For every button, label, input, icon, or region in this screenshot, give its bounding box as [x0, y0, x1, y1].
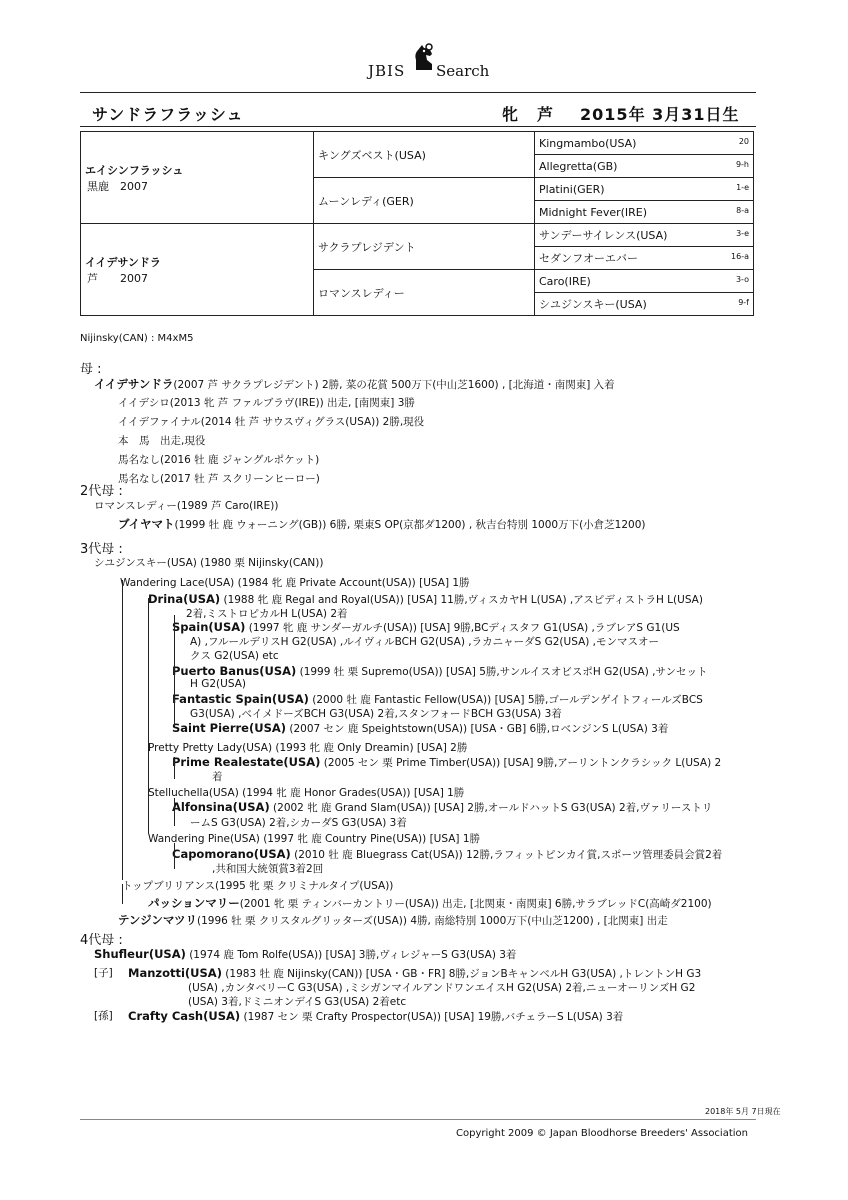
horse-detail: (1996 牡 栗 クリスタルグリッターズ(USA)) 4勝, 南総特別 1000万下(中山芝1200) , [北関東] 出走 [197, 915, 668, 927]
family-line [172, 620, 680, 635]
horse-detail: 2着,ミストロピカルH L(USA) 2着 [186, 608, 348, 620]
pedigree-g3-5: サンデーサイレンス(USA) 3-e [535, 224, 754, 247]
horse-name-bold: Capomorano(USA) [172, 847, 291, 861]
tag-child: [子] [94, 967, 113, 979]
inbreeding-note: Nijinsky(CAN) : M4xM5 [80, 333, 194, 344]
horse-detail: 本 馬 出走,現役 [118, 435, 206, 447]
horse-name-bold: Prime Realestate(USA) [172, 755, 321, 769]
pedigree-g3-6: セダンフオーエバー 16-a [535, 247, 754, 270]
horse-detail: (1997 牝 鹿 サンダーガルチ(USA)) [USA] 9勝,BCディスタフ G1(USA) ,ラブレアS G1(US [245, 622, 680, 634]
horse-detail: (1999 牡 鹿 ウォーニング(GB)) 6勝, 栗東S OP(京都ダ1200) , 秋吉台特別 1000万下(小倉芝1200) [174, 519, 646, 531]
pedigree-g2-2: ムーンレディ(GER) [314, 178, 535, 224]
family-line [186, 606, 348, 621]
family-line [148, 831, 480, 846]
tree-line-6 [122, 580, 123, 880]
copyright: Copyright 2009 © Japan Bloodhorse Breeders' Association [456, 1128, 748, 1139]
horse-detail: イイデファイナル(2014 牡 芦 サウスヴィグラス(USA)) 2勝,現役 [118, 416, 425, 428]
horse-name-bold: Crafty Cash(USA) [128, 1009, 241, 1023]
horse-detail: 馬名なし(2016 牡 鹿 ジャングルポケット) [118, 454, 320, 466]
family-line [148, 592, 703, 607]
family-line [128, 966, 701, 981]
horse-detail: (USA) 3着,ドミニオンデイS G3(USA) 2着etc [188, 996, 407, 1008]
pedigree-g3-8: シユジンスキー(USA) 9-f [535, 293, 754, 316]
horse-name-bold: Saint Pierre(USA) [172, 721, 287, 735]
family-line [190, 815, 407, 830]
horse-detail: (2007 芦 サクラプレジデント) 2勝, 菜の花賞 500万下(中山芝1600) , [北海道・南関東] 入着 [173, 379, 615, 391]
horse-detail: (2000 牡 鹿 Fantastic Fellow(USA)) [USA] 5勝,ゴールデンゲイトフィールズBCS [308, 694, 703, 706]
horse-name-bold: ブイヤマト [118, 517, 175, 531]
horse-name-bold: Drina(USA) [148, 592, 221, 606]
horse-info [502, 102, 758, 125]
family-line [118, 912, 668, 928]
horse-detail: 馬名なし(2017 牡 芦 スクリーンヒーロー) [118, 473, 320, 485]
pedigree-g3-7: Caro(IRE) 3-o [535, 270, 754, 293]
horse-detail: (USA) ,カンタベリーC G3(USA) ,ミシガンマイルアンドワンエイスH G2(USA) 2着,ニューオーリンズH G2 [188, 982, 696, 994]
horse-detail: (1974 鹿 Tom Rolfe(USA)) [USA] 3勝,ヴィレジャーS G3(USA) 3着 [185, 949, 517, 961]
logo-search-text: Search [436, 62, 490, 80]
horse-detail: Wandering Pine(USA) (1997 牝 鹿 Country Pine(USA)) [USA] 1勝 [148, 833, 481, 845]
horse-birth: 2015年 3月31日生 [580, 105, 740, 124]
family-line [172, 664, 707, 679]
section-dam: 母 : [80, 362, 102, 377]
horse-name: サンドラフラッシュ [92, 105, 244, 124]
jbis-search-logo [368, 48, 488, 84]
pedigree-g2-1: キングズベスト(USA) [314, 132, 535, 178]
pedigree-g3-2: Allegretta(GB) 9-h [535, 155, 754, 178]
horse-detail: (1988 牝 鹿 Regal and Royal(USA)) [USA] 11勝,ヴィスカヤH L(USA) ,アスピディストラH L(USA) [220, 594, 703, 606]
horse-detail: (1999 牡 栗 Supremo(USA)) [USA] 5勝,サンルイスオビスポH G2(USA) ,サンセット [296, 666, 708, 678]
horse-name-bold: Shufleur(USA) [94, 947, 186, 961]
family-line [148, 895, 712, 911]
horse-name-bold: Manzotti(USA) [128, 966, 222, 980]
horse-name-bold: Spain(USA) [172, 620, 246, 634]
horse-sex: 牝 [502, 105, 520, 124]
family-line [188, 980, 695, 995]
family-line [212, 861, 323, 876]
horse-detail: クス G2(USA) etc [190, 650, 279, 662]
horse-name-bold: テンジンマツリ [118, 913, 198, 927]
family-line [172, 755, 721, 770]
family-line [128, 1009, 623, 1024]
horse-name-bold: Alfonsina(USA) [172, 800, 270, 814]
horse-detail: (2001 牝 栗 ティンバーカントリー(USA)) 出走, [北関東・南関東] 6勝,サラブレッドC(高崎ダ2100) [239, 898, 712, 910]
footer-rule [80, 1119, 756, 1120]
tree-line-1 [148, 598, 149, 834]
family-line [118, 471, 320, 486]
section-4th-dam: 4代母 : [80, 933, 123, 948]
family-line [188, 994, 406, 1009]
family-line [172, 847, 722, 862]
logo-jbis-text: JBIS [368, 62, 406, 80]
tag-grandchild: [孫] [94, 1010, 113, 1022]
pedigree-g3-3: Platini(GER) 1-e [535, 178, 754, 201]
horse-detail: (1987 セン 栗 Crafty Prospector(USA)) [USA] 19勝,バチェラーS L(USA) 3着 [240, 1011, 624, 1023]
family-line [212, 769, 223, 784]
as-of-date: 2018年 5月 7日現在 [705, 1107, 781, 1116]
horse-detail: (2010 牡 鹿 Bluegrass Cat(USA)) 12勝,ラフィットピンカイ賞,スポーツ管理委員会賞2着 [290, 849, 723, 861]
horse-detail: Stelluchella(USA) (1994 牝 鹿 Honor Grades(USA)) [USA] 1勝 [148, 787, 465, 799]
pedigree-sire: エイシンフラッシュ 黒鹿 2007 [81, 132, 314, 224]
section-3rd-dam: 3代母 : [80, 542, 123, 557]
section-2nd-dam: 2代母 : [80, 484, 123, 499]
horse-detail: ロマンスレディー(1989 芦 Caro(IRE)) [94, 500, 279, 512]
family-line [172, 721, 668, 736]
horse-name-bold: Puerto Banus(USA) [172, 664, 297, 678]
pedigree-g2-3: サクラプレジデント [314, 224, 535, 270]
family-line [120, 575, 470, 590]
family-line [190, 706, 562, 721]
tree-line-2 [174, 615, 175, 727]
family-line [94, 498, 278, 513]
family-line [94, 947, 516, 962]
pedigree-g3-4: Midnight Fever(IRE) 8-a [535, 201, 754, 224]
horse-name-bold: Fantastic Spain(USA) [172, 692, 309, 706]
horse-detail: トップブリリアンス(1995 牝 栗 クリミナルタイプ(USA)) [122, 880, 394, 892]
family-line [118, 516, 646, 532]
family-line [148, 740, 467, 755]
horse-detail: ,共和国大統領賞3着2回 [212, 863, 324, 875]
horse-detail: (2002 牝 鹿 Grand Slam(USA)) [USA] 2勝,オールドハットS G3(USA) 2着,ヴァリーストリ [269, 802, 713, 814]
horse-detail: (2007 セン 鹿 Speightstown(USA)) [USA・GB] 6勝,ロベンジンS L(USA) 3着 [286, 723, 669, 735]
pedigree-g2-4: ロマンスレディー [314, 270, 535, 316]
horse-detail: A) ,フルールデリスH G2(USA) ,ルイヴィルBCH G2(USA) ,ラカニャーダS G2(USA) ,モンマスオー [190, 636, 660, 648]
horse-detail: H G2(USA) [190, 678, 246, 690]
horse-color: 芦 [537, 105, 555, 124]
horse-name-bold: パッションマリー [148, 896, 240, 910]
pedigree-g3-1: Kingmambo(USA) 20 [535, 132, 754, 155]
horse-detail: Pretty Pretty Lady(USA) (1993 牝 鹿 Only Dreamin) [USA] 2勝 [148, 742, 468, 754]
pedigree-table [80, 131, 754, 316]
pedigree-dam: イイデサンドラ 芦 2007 [81, 224, 314, 316]
family-line [172, 692, 703, 707]
family-line [172, 800, 712, 815]
header-rule-bottom [80, 126, 756, 127]
family-line [118, 452, 319, 467]
tree-line-5 [174, 843, 175, 869]
horse-name-bold: イイデサンドラ [94, 377, 174, 391]
horse-detail: Wandering Lace(USA) (1984 牝 鹿 Private Account(USA)) [USA] 1勝 [120, 577, 470, 589]
family-line [118, 414, 424, 429]
family-line [122, 878, 393, 893]
family-line [118, 433, 205, 448]
horse-detail: イイデシロ(2013 牝 芦 ファルブラヴ(IRE)) 出走, [南関東] 3勝 [118, 397, 415, 409]
horse-detail: シユジンスキー(USA) (1980 栗 Nijinsky(CAN)) [94, 557, 324, 569]
family-line [190, 634, 659, 649]
header-rule-top [80, 92, 756, 93]
family-line [190, 678, 246, 690]
horse-detail: G3(USA) ,ベイメドーズBCH G3(USA) 2着,スタンフォードBCH G3(USA) 3着 [190, 708, 562, 720]
tree-line-4 [174, 798, 175, 826]
tree-line-3 [174, 757, 175, 779]
family-line [94, 376, 615, 392]
horse-detail: 着 [212, 771, 223, 783]
family-line [190, 648, 279, 663]
horse-detail: ームS G3(USA) 2着,シカーダS G3(USA) 3着 [190, 817, 407, 829]
family-line [118, 395, 415, 410]
horse-knight-icon [410, 42, 438, 72]
tree-line-7 [122, 884, 123, 904]
horse-detail: (1983 牡 鹿 Nijinsky(CAN)) [USA・GB・FR] 8勝,ジョンBキャンベルH G3(USA) ,トレントンH G3 [221, 968, 702, 980]
family-line [148, 785, 464, 800]
family-line [94, 555, 323, 570]
horse-detail: (2005 セン 栗 Prime Timber(USA)) [USA] 9勝,アーリントンクラシック L(USA) 2 [320, 757, 722, 769]
